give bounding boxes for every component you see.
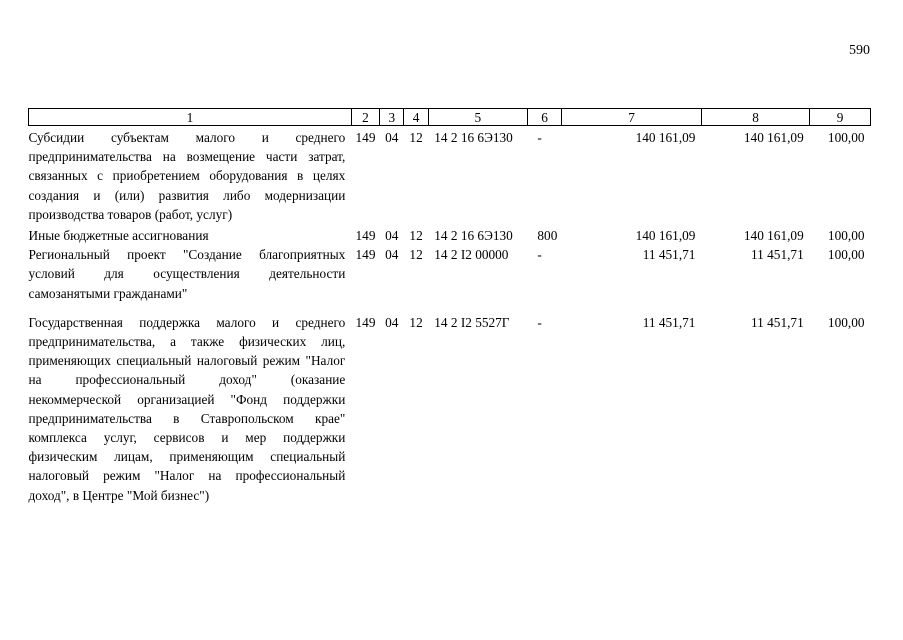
row-pr: 12	[409, 130, 423, 145]
budget-table	[28, 108, 871, 505]
row-csr: 14 2 I2 00000	[434, 247, 509, 263]
col-header-3: 3	[380, 109, 404, 126]
col-header-7: 7	[562, 109, 702, 126]
row-vr: -	[537, 314, 542, 330]
row-fact: 11 451,71	[751, 314, 804, 330]
row-vr: -	[537, 130, 542, 145]
row-plan: 11 451,71	[642, 247, 696, 263]
col-header-6: 6	[527, 109, 561, 126]
row-vr: -	[537, 247, 542, 263]
row-ved: 149	[355, 228, 376, 244]
row-name: Государственная поддержка малого и среднего предпринимательства, а также физических лиц, применяющих специальный налоговый режим "Налог на профессиональный доход" (оказание некоммерческой организацией "Фонд поддержки предпринимательства в Ставропольском крае" комплекса услуг, сервисов и мер поддержки физическим лицам, применяющим специальный налоговый режим "Налог на профессиональный доход", в Центре "Мой бизнес")	[28, 314, 346, 503]
row-plan: 11 451,71	[642, 314, 696, 330]
row-csr: 14 2 16 6Э130	[434, 130, 513, 145]
row-percent: 100,00	[827, 247, 865, 263]
row-percent: 100,00	[827, 314, 865, 330]
row-rz: 04	[385, 228, 399, 244]
table-row	[29, 245, 871, 303]
row-csr: 14 2 16 6Э130	[434, 228, 513, 244]
row-name: Иные бюджетные ассигнования	[28, 228, 209, 244]
row-ved: 149	[355, 314, 376, 330]
row-csr: 14 2 I2 5527Г	[434, 314, 510, 330]
row-vr: 800	[537, 228, 558, 244]
row-plan: 140 161,09	[635, 228, 696, 244]
row-rz: 04	[385, 247, 399, 263]
col-header-2: 2	[351, 109, 379, 126]
header-row	[29, 109, 871, 126]
table-row	[29, 126, 871, 225]
row-percent: 100,00	[827, 130, 865, 145]
col-header-9: 9	[810, 109, 871, 126]
col-header-1: 1	[29, 109, 352, 126]
row-rz: 04	[385, 314, 399, 330]
row-name: Субсидии субъектам малого и среднего предпринимательства на возмещение части затрат, связанных с приобретением оборудования в целях создания и (или) развития либо модернизации производства товаров (работ, услуг)	[28, 130, 346, 222]
row-pr: 12	[409, 247, 423, 263]
row-plan: 140 161,09	[635, 130, 696, 145]
table-row	[29, 303, 871, 505]
row-fact: 140 161,09	[743, 130, 804, 145]
col-header-4: 4	[404, 109, 428, 126]
row-fact: 11 451,71	[751, 247, 804, 263]
col-header-8: 8	[701, 109, 809, 126]
col-header-5: 5	[428, 109, 527, 126]
table-row	[29, 224, 871, 245]
row-ved: 149	[355, 130, 376, 145]
row-pr: 12	[409, 228, 423, 244]
row-rz: 04	[385, 130, 399, 145]
row-ved: 149	[355, 247, 376, 263]
row-percent: 100,00	[827, 228, 865, 244]
row-fact: 140 161,09	[743, 228, 804, 244]
row-name: Региональный проект "Создание благоприятных условий для осуществления деятельности самозанятыми гражданами"	[28, 247, 346, 301]
row-pr: 12	[409, 314, 423, 330]
page-number: 590	[849, 43, 870, 58]
